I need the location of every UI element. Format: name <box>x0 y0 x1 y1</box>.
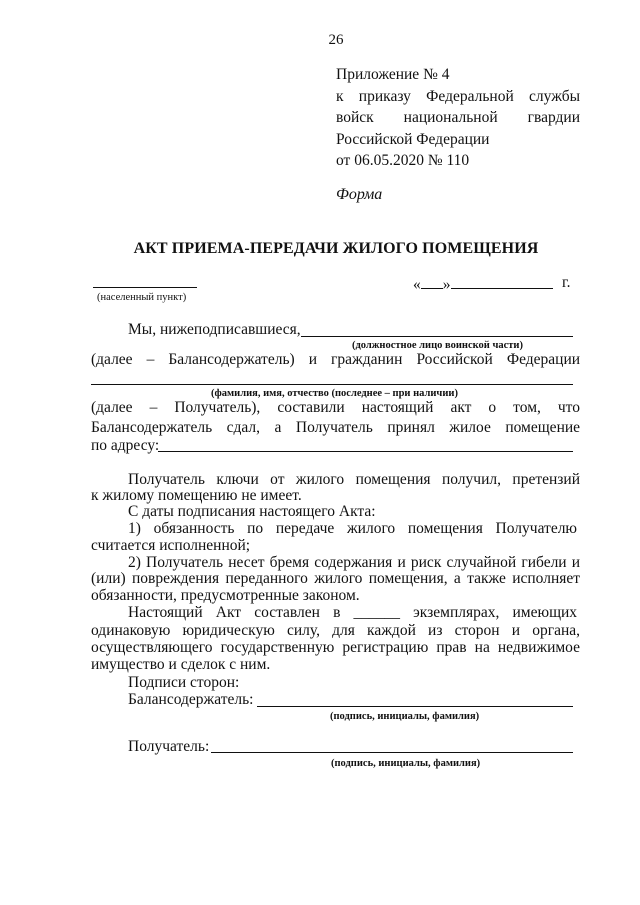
word: осуществляющего <box>91 639 213 656</box>
word: от <box>270 471 285 488</box>
word: Настоящий <box>128 604 203 621</box>
word: силу, <box>286 622 320 639</box>
word: передаче <box>275 520 335 537</box>
word: жилое <box>449 419 491 436</box>
word: сторон <box>454 622 500 639</box>
word: Получатель <box>295 419 373 436</box>
word: исполняет <box>512 570 581 587</box>
word: Федерации <box>506 351 581 368</box>
word: Российской <box>416 351 493 368</box>
date-open-quote: « <box>413 276 421 293</box>
word: акт <box>450 399 472 416</box>
word: о <box>488 399 497 416</box>
word: экземплярах, <box>413 604 500 621</box>
balance-holder-signature-caption: (подпись, инициалы, фамилия) <box>330 711 480 722</box>
appendix-line: к приказу Федеральной службы <box>336 87 580 105</box>
word: недвижимое <box>497 639 580 656</box>
word: настоящий <box>361 399 434 416</box>
word: 1) обязанность <box>128 520 235 537</box>
copies-blank: ______ <box>353 604 401 621</box>
word: жилого <box>314 570 363 587</box>
fio-caption: (фамилия, имя, отчество (последнее – при наличии) <box>211 388 458 399</box>
item2-line-3: обязанности, предусмотренные законом. <box>91 587 360 604</box>
document-title: АКТ ПРИЕМА-ПЕРЕДАЧИ ЖИЛОГО ПОМЕЩЕНИЯ <box>133 240 539 257</box>
balance-holder-label: Балансодержатель: <box>128 691 254 708</box>
item1-line-2: считается исполненной; <box>91 537 251 554</box>
word: и <box>511 622 521 639</box>
word: регистрацию <box>342 639 429 656</box>
recipient-line <box>91 398 580 418</box>
word: повреждения <box>131 570 220 587</box>
handed-line <box>91 418 580 438</box>
word: и <box>308 351 318 368</box>
address-field-line <box>158 451 573 452</box>
word: бремя <box>269 554 310 571</box>
signatures-heading: Подписи сторон: <box>128 674 240 691</box>
word: помещения <box>407 520 483 537</box>
copies-line-4: имущество и сделок с ним. <box>91 656 271 673</box>
recipient-signature-caption: (подпись, инициалы, фамилия) <box>331 758 481 769</box>
copies-line <box>128 603 577 623</box>
word: риск <box>410 554 442 571</box>
keys-line-2: к жилому помещению не имеет. <box>91 487 302 504</box>
word: помещения, <box>368 570 448 587</box>
word: получил, <box>441 471 501 488</box>
place-caption: (населенный пункт) <box>97 292 187 303</box>
day-blank <box>421 274 443 289</box>
word: а <box>453 570 461 587</box>
fio-field-line <box>91 384 573 385</box>
date-close-quote: » <box>442 276 451 293</box>
form-label: Форма <box>336 186 383 203</box>
word: составили <box>277 399 345 416</box>
word: и <box>397 554 406 571</box>
word: (далее <box>91 399 133 416</box>
address-label: по адресу: <box>91 437 160 454</box>
word: содержания <box>314 554 393 571</box>
month-year-blank <box>451 274 553 289</box>
page-number: 26 <box>328 32 344 48</box>
word: что <box>557 399 581 416</box>
word: жилого <box>295 471 345 488</box>
word: сдал, <box>226 419 261 436</box>
word: для <box>332 622 355 639</box>
word: помещение <box>505 419 581 436</box>
from-date-line: С даты подписания настоящего Акта: <box>128 503 376 520</box>
word: имеющих <box>512 604 578 621</box>
we-signed-label: Мы, нижеподписавшиеся, <box>128 321 301 338</box>
appendix-block <box>336 64 580 172</box>
word: Балансодержатель <box>91 419 213 436</box>
word: юридическую <box>182 622 275 639</box>
date-field <box>413 274 553 294</box>
balance-holder-line <box>91 350 580 370</box>
recipient-signature-line <box>211 752 573 753</box>
word: из <box>428 622 443 639</box>
word: – <box>149 399 158 416</box>
word: в <box>333 604 341 621</box>
word: ключи <box>216 471 259 488</box>
place-field-line <box>93 287 197 288</box>
word: одинаковую <box>91 622 171 639</box>
recipient-label: Получатель: <box>128 738 210 755</box>
appendix-line: от 06.05.2020 № 110 <box>336 152 470 169</box>
word: прав <box>436 639 467 656</box>
word: Получатель <box>128 471 205 488</box>
word: государственную <box>220 639 335 656</box>
word: 2) Получатель <box>128 554 224 571</box>
word: составлен <box>254 604 320 621</box>
word: гражданин <box>331 351 403 368</box>
appendix-line: Российской Федерации <box>336 130 490 148</box>
word: Получатель), <box>174 399 261 416</box>
year-suffix: г. <box>562 274 571 291</box>
word: гибели <box>521 554 567 571</box>
word: также <box>467 570 506 587</box>
word: на <box>474 639 490 656</box>
word: переданного <box>225 570 308 587</box>
word: принял <box>387 419 435 436</box>
balance-holder-signature-line <box>257 706 573 707</box>
word: случайной <box>446 554 517 571</box>
appendix-line: войск национальной гвардии <box>336 109 580 126</box>
word: (далее – Балансодержатель) <box>91 351 295 368</box>
word: (или) <box>91 570 126 587</box>
word: том, <box>513 399 541 416</box>
word: а <box>274 419 282 436</box>
word: и <box>571 554 581 571</box>
word: претензий <box>512 471 581 488</box>
word: Получателю <box>495 520 578 537</box>
official-caption: (должностное лицо воинской части) <box>352 340 523 351</box>
word: жилого <box>346 520 396 537</box>
word: каждой <box>367 622 416 639</box>
appendix-line: Приложение № 4 <box>336 66 450 83</box>
word: органа, <box>532 622 581 639</box>
word: помещения <box>355 471 431 488</box>
word: Акт <box>215 604 242 621</box>
word: по <box>247 520 264 537</box>
official-field-line <box>301 336 573 337</box>
word: несет <box>228 554 265 571</box>
